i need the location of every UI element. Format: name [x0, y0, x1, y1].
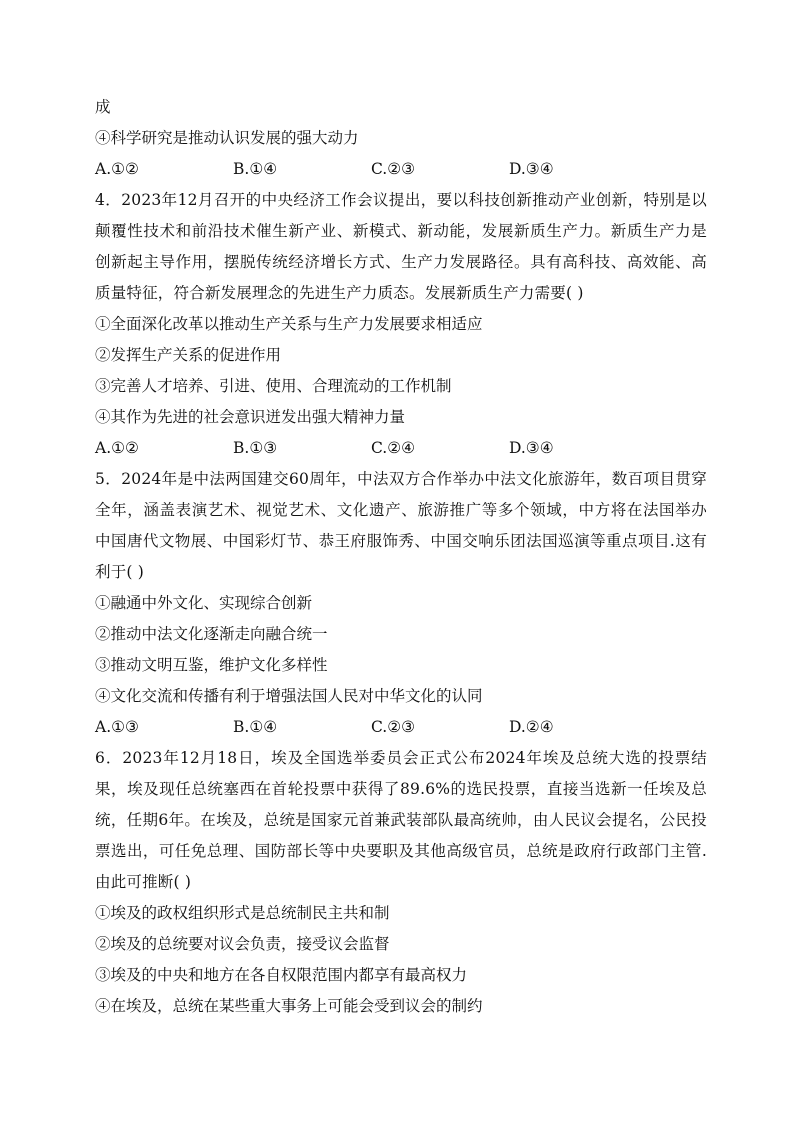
- question-stem: 4．2023年12月召开的中央经济工作会议提出，要以科技创新推动产业创新，特别是以颠覆性技术和前沿技术催生新产业、新模式、新动能，发展新质生产力。新质生产力是创新起主导作用，摆脱传统经济增长方式、生产力发展路径。具有高科技、高效能、高质量特征，符合新发展理念的先进生产力质态。发展新质生产力需要( ): [95, 191, 707, 302]
- statement: ②埃及的总统要对议会负责，接受议会监督: [95, 935, 390, 953]
- option-a[interactable]: A.①③: [95, 718, 139, 736]
- option-c[interactable]: C.②③: [371, 718, 416, 736]
- statement: ④文化交流和传播有利于增强法国人民对中华文化的认同: [95, 687, 483, 705]
- option-c[interactable]: C.②④: [371, 439, 416, 457]
- statement: ④科学研究是推动认识发展的强大动力: [95, 129, 359, 147]
- question-4: [95, 185, 707, 464]
- question-stem: 5．2024年是中法两国建交60周年，中法双方合作举办中法文化旅游年，数百项目贯穿全年，涵盖表演艺术、视觉艺术、文化遗产、旅游推广等多个领域，中方将在法国举办中国唐代文物展、中国彩灯节、恭王府服饰秀、中国交响乐团法国巡演等重点项目.这有利于( ): [95, 470, 707, 581]
- option-c[interactable]: C.②③: [371, 160, 416, 178]
- answer-options: [95, 712, 707, 743]
- statement: ①融通中外文化、实现综合创新: [95, 594, 313, 612]
- option-b[interactable]: B.①④: [233, 718, 278, 736]
- statement: ②发挥生产关系的促进作用: [95, 346, 282, 364]
- statement: ④其作为先进的社会意识迸发出强大精神力量: [95, 408, 406, 426]
- option-a[interactable]: A.①②: [95, 160, 139, 178]
- option-a[interactable]: A.①②: [95, 439, 139, 457]
- question-5: [95, 464, 707, 743]
- statement: ③完善人才培养、引进、使用、合理流动的工作机制: [95, 377, 452, 395]
- question-6: [95, 743, 707, 1022]
- continuation-fragment: 成: [95, 98, 111, 116]
- answer-options: [95, 433, 707, 464]
- statement: ③埃及的中央和地方在各自权限范围内都享有最高权力: [95, 966, 468, 984]
- statement: ②推动中法文化逐渐走向融合统一: [95, 625, 328, 643]
- question-stem: 6．2023年12月18日，埃及全国选举委员会正式公布2024年埃及总统大选的投票结果，埃及现任总统塞西在首轮投票中获得了89.6%的选民投票，直接当选新一任埃及总统，任期6年。在埃及，总统是国家元首兼武装部队最高统帅，由人民议会提名，公民投票选出，可任免总理、国防部长等中央要职及其他高级官员，总统是政府行政部门主管.由此可推断( ): [95, 749, 707, 891]
- statement: ①全面深化改革以推动生产关系与生产力发展要求相适应: [95, 315, 483, 333]
- option-b[interactable]: B.①③: [233, 439, 278, 457]
- page-content: [95, 92, 707, 1022]
- option-d[interactable]: D.②④: [509, 718, 554, 736]
- statement: ③推动文明互鉴，维护文化多样性: [95, 656, 328, 674]
- option-d[interactable]: D.③④: [509, 439, 554, 457]
- statement: ①埃及的政权组织形式是总统制民主共和制: [95, 904, 390, 922]
- statement: ④在埃及，总统在某些重大事务上可能会受到议会的制约: [95, 997, 483, 1015]
- option-d[interactable]: D.③④: [509, 160, 554, 178]
- answer-options: [95, 154, 707, 185]
- option-b[interactable]: B.①④: [233, 160, 278, 178]
